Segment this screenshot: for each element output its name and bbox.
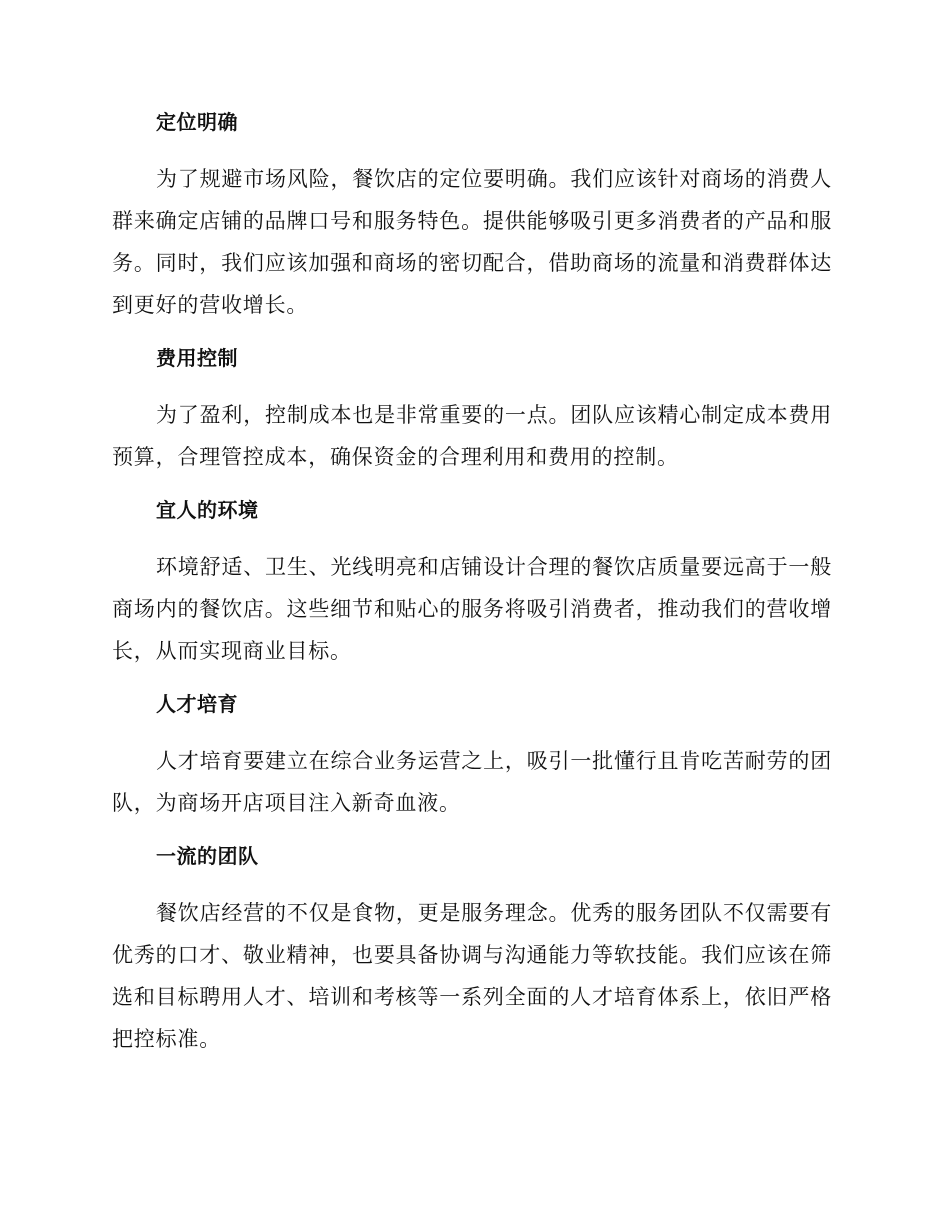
section-positioning <box>112 108 832 326</box>
section-heading: 定位明确 <box>156 110 238 134</box>
section-heading: 一流的团队 <box>156 844 259 868</box>
section-heading: 人才培育 <box>156 692 238 716</box>
section-heading: 宜人的环境 <box>156 498 259 522</box>
section-first-class-team <box>112 842 832 1060</box>
section-environment <box>112 496 832 672</box>
section-paragraph: 为了盈利，控制成本也是非常重要的一点。团队应该精心制定成本费用预算，合理管控成本，确保资金的合理利用和费用的控制。 <box>112 403 832 469</box>
section-paragraph: 人才培育要建立在综合业务运营之上，吸引一批懂行且肯吃苦耐劳的团队，为商场开店项目注入新奇血液。 <box>112 749 832 815</box>
section-heading: 费用控制 <box>156 346 238 370</box>
section-cost-control <box>112 344 832 478</box>
section-paragraph: 餐饮店经营的不仅是食物，更是服务理念。优秀的服务团队不仅需要有优秀的口才、敬业精神，也要具备协调与沟通能力等软技能。我们应该在筛选和目标聘用人才、培训和考核等一系列全面的人才培育体系上，依旧严格把控标准。 <box>112 901 832 1051</box>
section-paragraph: 为了规避市场风险，餐饮店的定位要明确。我们应该针对商场的消费人群来确定店铺的品牌口号和服务特色。提供能够吸引更多消费者的产品和服务。同时，我们应该加强和商场的密切配合，借助商场的流量和消费群体达到更好的营收增长。 <box>112 167 832 317</box>
section-talent-development <box>112 690 832 824</box>
section-paragraph: 环境舒适、卫生、光线明亮和店铺设计合理的餐饮店质量要远高于一般商场内的餐饮店。这些细节和贴心的服务将吸引消费者，推动我们的营收增长，从而实现商业目标。 <box>112 555 832 663</box>
document-page <box>112 108 832 1078</box>
